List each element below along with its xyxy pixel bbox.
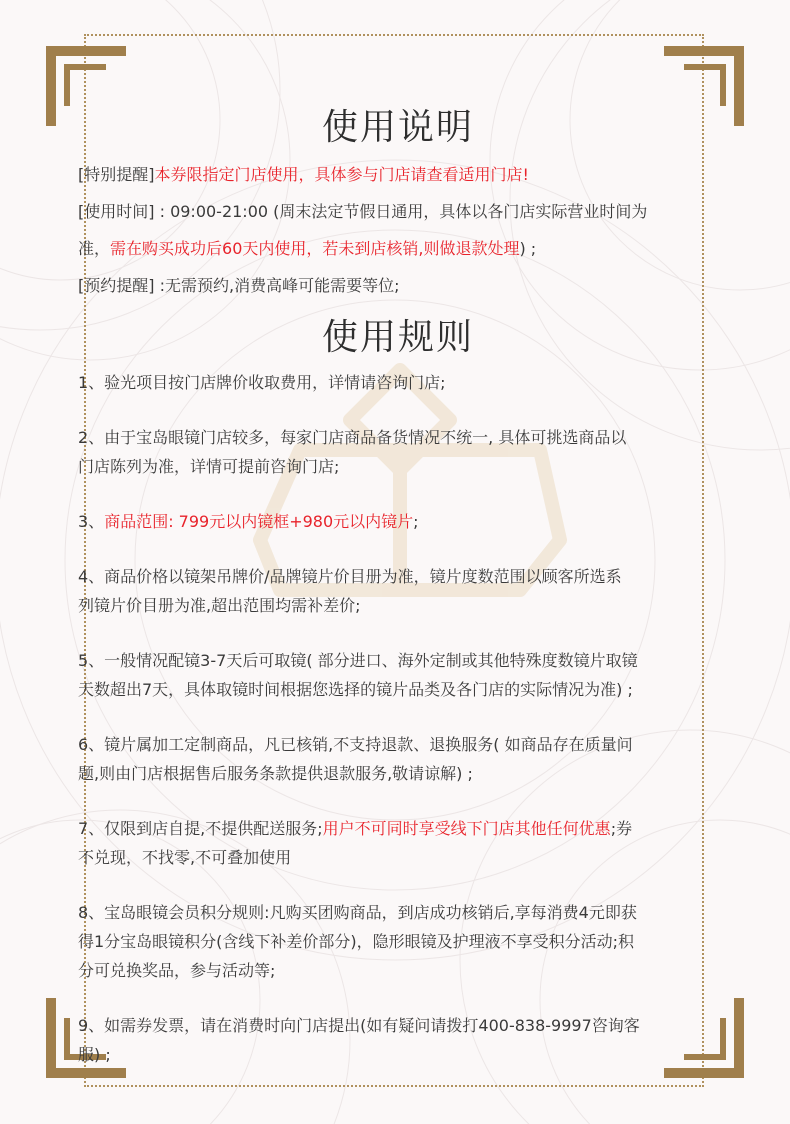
rule-line: 1、验光项目按门店牌价收取费用，详情请咨询门店; [78, 373, 446, 392]
special-reminder-label: [特别提醒] [78, 165, 155, 184]
rule-line: 门店陈列为准，详情可提前咨询门店; [78, 457, 340, 476]
usage-time-line-2 [78, 230, 718, 267]
usage-title: 使用说明 [321, 107, 474, 148]
rule-line: 6、镜片属加工定制商品，凡已核销,不支持退款、退换服务( 如商品存在质量问 [78, 735, 633, 754]
rule-line: 分可兑换奖品，参与活动等; [78, 961, 276, 980]
rule-suffix: ; [413, 512, 419, 531]
special-reminder-text: 本券限指定门店使用，具体参与门店请查看适用门店! [154, 165, 529, 184]
booking-reminder-label: [预约提醒] [78, 276, 155, 295]
rule-product-range: 商品范围: 799元以内镜框+980元以内镜片 [104, 512, 414, 531]
rule-line: 2、由于宝岛眼镜门店较多，每家门店商品备货情况不统一, 具体可挑选商品以 [78, 428, 627, 447]
usage-time-refund-note: 需在购买成功后60天内使用，若未到店核销,则做退款处理 [110, 239, 520, 258]
rule-prefix: 7、仅限到店自提,不提供配送服务; [78, 819, 323, 838]
rules-title: 使用规则 [321, 317, 474, 358]
rule-item-3 [78, 507, 718, 536]
usage-time-line-1 [78, 193, 718, 230]
content-area [78, 100, 718, 1095]
rule-item-8 [78, 898, 718, 985]
rule-line: 9、如需券发票，请在消费时向门店提出(如有疑问请拨打400-838-9997咨询客 [78, 1016, 640, 1035]
rule-line: 5、一般情况配镜3-7天后可取镜( 部分进口、海外定制或其他特殊度数镜片取镜 [78, 651, 638, 670]
rule-line: 得1分宝岛眼镜积分(含线下补差价部分)，隐形眼镜及护理液不享受积分活动;积 [78, 932, 635, 951]
rule-line: 8、宝岛眼镜会员积分规则:凡购买团购商品，到店成功核销后,享每消费4元即获 [78, 903, 637, 922]
rule-line: 天数超出7天，具体取镜时间根据您选择的镜片品类及各门店的实际情况为准) ; [78, 680, 633, 699]
usage-time-suffix: ) ; [519, 239, 537, 258]
rule-line: 题,则由门店根据售后服务条款提供退款服务,敬请谅解) ; [78, 764, 473, 783]
rule-item-2 [78, 423, 718, 481]
usage-time-label: [使用时间] [78, 202, 155, 221]
usage-time-text: : 09:00-21:00 (周末法定节假日通用，具体以各门店实际营业时间为 [154, 202, 648, 221]
rule-prefix: 3、 [78, 512, 105, 531]
rule-item-9 [78, 1011, 718, 1069]
rule-line: 服) ; [78, 1045, 111, 1064]
rule-line: 4、商品价格以镜架吊牌价/品牌镜片价目册为准，镜片度数范围以顾客所选系 [78, 567, 622, 586]
special-reminder [78, 156, 718, 193]
rule-line: 不兑现，不找零,不可叠加使用 [78, 848, 292, 867]
rule-suffix: ;券 [610, 819, 633, 838]
rule-item-6 [78, 730, 718, 788]
rule-line: 列镜片价目册为准,超出范围均需补差价; [78, 596, 361, 615]
rule-item-7 [78, 814, 718, 872]
booking-reminder [78, 267, 718, 304]
usage-time-prefix: 准， [78, 239, 111, 258]
rule-no-stacking-note: 用户不可同时享受线下门店其他任何优惠 [322, 819, 611, 838]
rule-item-5 [78, 646, 718, 704]
rules-list [78, 368, 718, 1069]
booking-reminder-text: :无需预约,消费高峰可能需要等位; [154, 276, 400, 295]
rule-item-1 [78, 368, 718, 397]
rule-item-4 [78, 562, 718, 620]
